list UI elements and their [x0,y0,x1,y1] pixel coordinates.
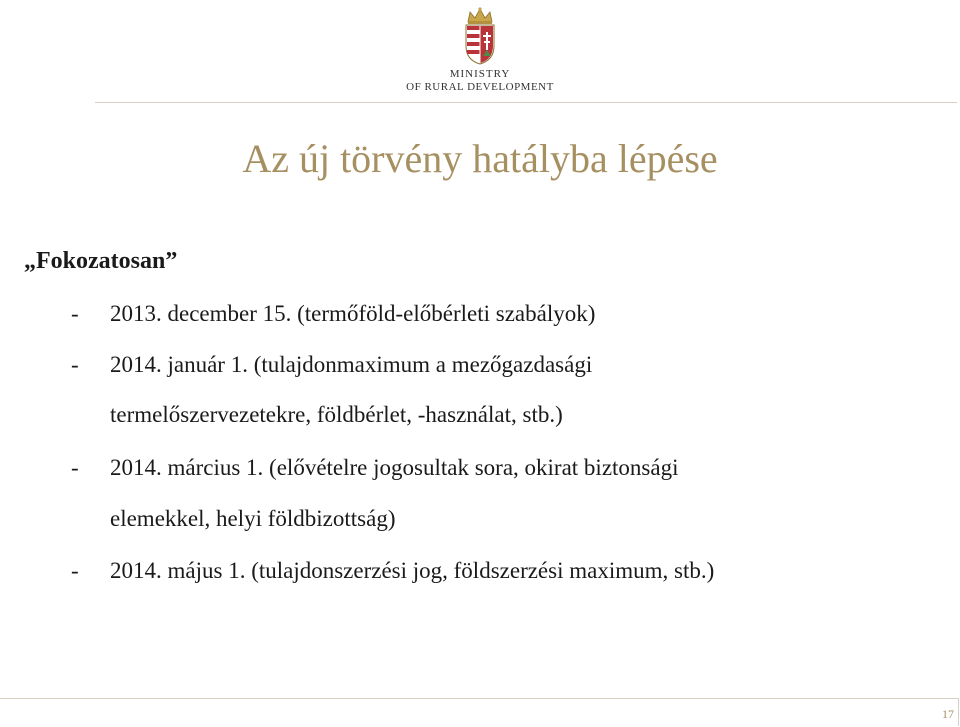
ministry-name-line2: OF RURAL DEVELOPMENT [406,81,554,93]
list-dash: - [71,455,79,480]
list-dash: - [71,558,79,583]
list-dash: - [71,301,79,326]
list-item-text: 2014. március 1. (elővételre jogosultak sora, okirat biztonsági [110,455,679,480]
list-item-continuation [0,506,960,536]
header-divider [95,102,957,103]
list-item-continuation-text: termelőszervezetekre, földbérlet, -használat, stb.) [110,402,563,427]
slide-title: Az új törvény hatályba lépése [242,136,718,181]
list-item-text: 2013. december 15. (termőföld-előbérleti szabályok) [110,301,596,326]
list-item-continuation-text: elemekkel, helyi földbizottság) [110,506,396,531]
page-number: 17 [942,707,954,721]
list-item [0,352,960,382]
slide-subtitle: „Fokozatosan” [24,248,178,274]
list-item-text: 2014. május 1. (tulajdonszerzési jog, földszerzési maximum, stb.) [110,558,715,583]
list-item [0,455,960,485]
list-dash: - [71,352,79,377]
ministry-logo [400,2,560,98]
footer-frame [0,698,959,726]
ministry-name-line1: MINISTRY [449,68,511,80]
list-item-continuation [0,402,960,432]
hungarian-coat-of-arms-icon [460,6,500,66]
list-item [0,301,960,331]
list-item [0,558,960,588]
list-item-text: 2014. január 1. (tulajdonmaximum a mezőgazdasági [110,352,593,377]
